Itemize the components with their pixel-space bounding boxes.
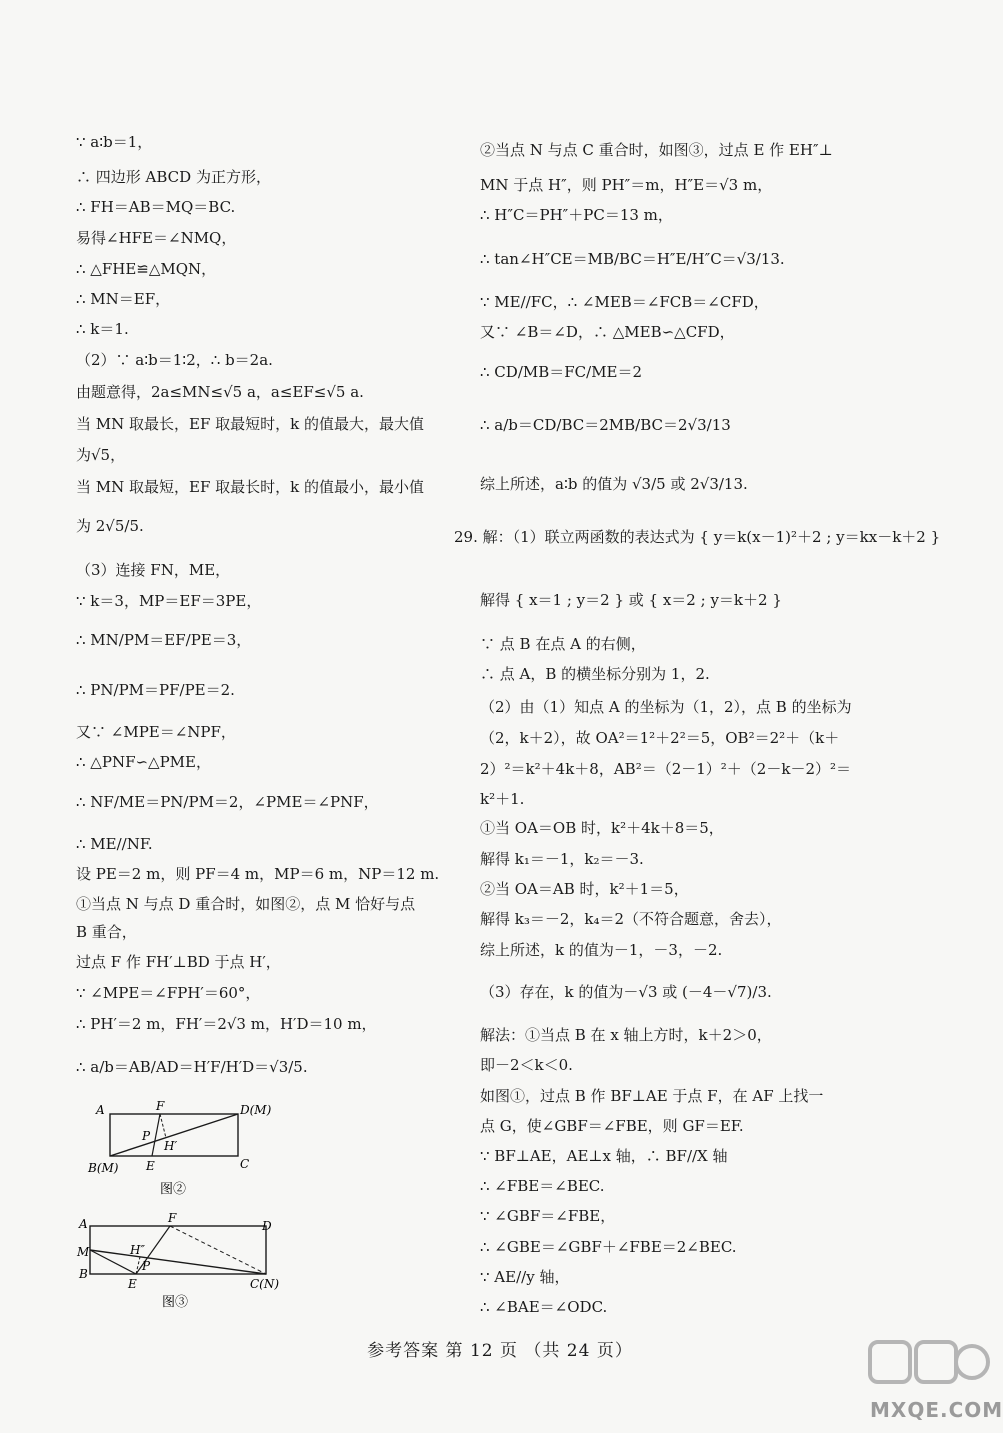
fig3-label-d: D (262, 1219, 272, 1233)
fig2-caption: 图② (160, 1182, 187, 1197)
fig3-caption: 图③ (162, 1295, 189, 1310)
text-line: 29. 解：（1）联立两函数的表达式为 { y＝k(x－1)²＋2 ; y＝kx－k＋2 } (454, 528, 941, 546)
fig2-label-p: P (142, 1129, 151, 1143)
text-line: 为 2√5/5. (76, 517, 144, 535)
fig3-label-b: B (79, 1267, 88, 1281)
figure-2 (86, 1098, 272, 1200)
text-line: （2）∵ a∶b＝1∶2，∴ b＝2a. (76, 351, 273, 369)
page-footer: 参考答案 第 12 页 （共 24 页） (367, 1341, 633, 1361)
text-line: ∴ 点 A，B 的横坐标分别为 1，2. (480, 665, 710, 683)
text-line: ∴ H″C＝PH″＋PC＝13 m， (480, 206, 673, 224)
text-line: k²＋1. (480, 790, 525, 808)
text-line: ②当点 N 与点 C 重合时，如图③，过点 E 作 EH″⊥ (480, 141, 833, 159)
text-line: ∴ FH＝AB＝MQ＝BC. (76, 198, 236, 216)
fig3-label-a: A (79, 1217, 88, 1231)
text-line: ∵ 点 B 在点 A 的右侧， (480, 635, 646, 653)
text-line: 点 G，使∠GBF＝∠FBE，则 GF＝EF. (480, 1117, 744, 1135)
text-line: ∵ k＝3，MP＝EF＝3PE， (76, 592, 262, 610)
fig2-line-fe (152, 1114, 160, 1156)
text-line: ∵ ∠MPE＝∠FPH′＝60°， (76, 984, 261, 1002)
fig2-label-f: F (156, 1099, 165, 1113)
text-line: 当 MN 取最长，EF 取最短时，k 的值最大，最大值 (76, 415, 425, 433)
text-line: ∴ MN＝EF， (76, 290, 171, 308)
text-line: 由题意得，2a≤MN≤√5 a，a≤EF≤√5 a. (76, 383, 364, 401)
text-line: ∴ tan∠H″CE＝MB/BC＝H″E/H″C＝√3/13. (480, 250, 785, 268)
text-line: ∴ ∠GBE＝∠GBF＋∠FBE＝2∠BEC. (480, 1238, 737, 1256)
text-line: 设 PE＝2 m，则 PF＝4 m，MP＝6 m，NP＝12 m. (76, 865, 440, 883)
fig2-label-d: D(M) (240, 1103, 272, 1117)
text-line: ∴ NF/ME＝PN/PM＝2，∠PME＝∠PNF， (76, 793, 379, 811)
fig3-label-c: C(N) (250, 1277, 280, 1291)
text-line: MN 于点 H″，则 PH″＝m，H″E＝√3 m， (480, 176, 773, 194)
text-line: B 重合， (76, 923, 137, 941)
text-line: ①当 OA＝OB 时，k²＋4k＋8＝5， (480, 819, 724, 837)
text-line: （3）存在，k 的值为－√3 或 (－4－√7)/3. (480, 983, 772, 1001)
fig2-perpendicular (160, 1114, 166, 1138)
watermark-text: MXQE.COM (870, 1398, 1003, 1422)
text-line: （2）由（1）知点 A 的坐标为（1，2），点 B 的坐标为 (480, 698, 852, 716)
text-line: 当 MN 取最短，EF 取最长时，k 的值最小，最小值 (76, 478, 425, 496)
text-line: ∴ a/b＝AB/AD＝H′F/H′D＝√3/5. (76, 1058, 308, 1076)
fig2-label-e: E (146, 1159, 155, 1173)
text-line: ∵ ∠GBF＝∠FBE， (480, 1207, 616, 1225)
text-line: 解得 k₃＝－2，k₄＝2（不符合题意，舍去）， (480, 910, 782, 928)
text-line: 如图①，过点 B 作 BF⊥AE 于点 F，在 AF 上找一 (480, 1087, 824, 1105)
fig3-label-p: P (142, 1259, 151, 1273)
text-line: ∴ 四边形 ABCD 为正方形， (76, 168, 271, 186)
fig3-label-f: F (168, 1211, 177, 1225)
text-line: ①当点 N 与点 D 重合时，如图②，点 M 恰好与点 (76, 895, 416, 913)
text-line: 综上所述，a∶b 的值为 √3/5 或 2√3/13. (480, 475, 748, 493)
text-line: 又∵ ∠B＝∠D，∴ △MEB∽△CFD， (480, 323, 735, 341)
text-line: 解得 { x＝1 ; y＝2 } 或 { x＝2 ; y＝k＋2 } (480, 591, 782, 609)
fig3-label-e: E (128, 1277, 137, 1291)
text-line: 为√5， (76, 446, 126, 464)
fig3-label-m: M (77, 1245, 90, 1259)
text-line: 即－2＜k＜0. (480, 1056, 573, 1074)
fig2-label-b: B(M) (88, 1161, 119, 1175)
text-line: （3）连接 FN，ME， (76, 561, 231, 579)
text-line: ∴ CD/MB＝FC/ME＝2 (480, 363, 643, 381)
text-line: ∵ AE//y 轴， (480, 1268, 570, 1286)
text-line: ∵ BF⊥AE，AE⊥x 轴，∴ BF//X 轴 (480, 1147, 728, 1165)
fig2-label-c: C (240, 1157, 250, 1171)
text-line: ∴ a/b＝CD/BC＝2MB/BC＝2√3/13 (480, 416, 731, 434)
text-line: ∴ PH′＝2 m，FH′＝2√3 m，H′D＝10 m， (76, 1015, 377, 1033)
text-line: （2，k＋2），故 OA²＝1²＋2²＝5，OB²＝2²＋（k＋ (480, 729, 840, 747)
text-line: ∵ a∶b＝1， (76, 133, 153, 151)
text-line: ∴ PN/PM＝PF/PE＝2. (76, 681, 235, 699)
text-line: 易得∠HFE＝∠NMQ， (76, 229, 237, 247)
fig2-label-a: A (96, 1103, 105, 1117)
text-line: ∴ ∠BAE＝∠ODC. (480, 1298, 608, 1316)
figure-3 (74, 1212, 284, 1314)
text-line: ∴ ME//NF. (76, 835, 153, 853)
text-line: 综上所述，k 的值为－1，－3，－2. (480, 941, 723, 959)
fig3-label-h: H″ (130, 1243, 145, 1257)
fig3-rectangle (90, 1226, 266, 1274)
text-line: ∴ △FHE≌△MQN， (76, 260, 217, 278)
text-line: 解法：①当点 B 在 x 轴上方时，k＋2＞0， (480, 1026, 772, 1044)
text-line: ∴ △PNF∽△PME， (76, 753, 211, 771)
text-line: ∴ MN/PM＝EF/PE＝3， (76, 631, 252, 649)
text-line: 解得 k₁＝－1，k₂＝－3. (480, 850, 644, 868)
text-line: ∴ k＝1. (76, 320, 129, 338)
text-line: 2）²＝k²＋4k＋8，AB²＝（2－1）²＋（2－k－2）²＝ (480, 760, 851, 778)
fig2-label-h: H′ (164, 1139, 178, 1153)
text-line: ∵ ME//FC，∴ ∠MEB＝∠FCB＝∠CFD， (480, 293, 769, 311)
text-line: ∴ ∠FBE＝∠BEC. (480, 1177, 605, 1195)
text-line: ②当 OA＝AB 时，k²＋1＝5， (480, 880, 689, 898)
text-line: 过点 F 作 FH′⊥BD 于点 H′， (76, 953, 281, 971)
text-line: 又∵ ∠MPE＝∠NPF， (76, 723, 236, 741)
fig3-line-mc (90, 1250, 266, 1274)
